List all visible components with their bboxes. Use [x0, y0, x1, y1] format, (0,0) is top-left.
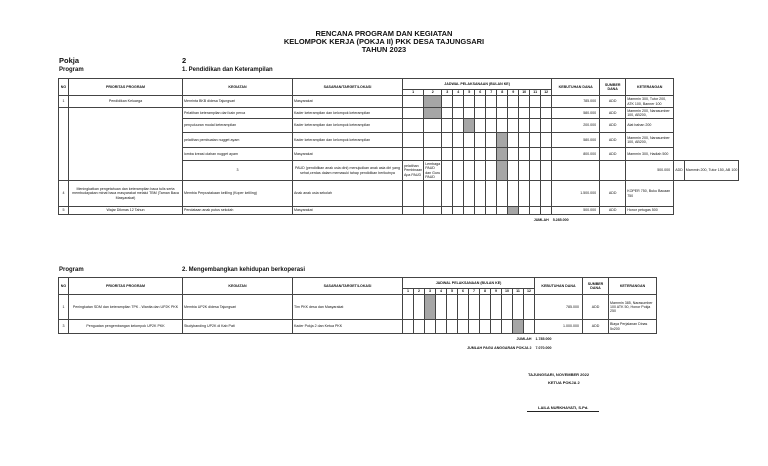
col-no: NO — [59, 278, 69, 295]
program2-label: Program — [59, 267, 84, 273]
row-sasaran: Kader Pokja 2 dan Ketua PKK — [293, 320, 403, 334]
schedule-cell — [424, 108, 442, 119]
row-dana: 785.000 — [552, 96, 600, 108]
row-sumber: ADD — [600, 207, 626, 215]
row-kegiatan: pelatihan Pembinaan Apa PAUD — [403, 161, 424, 181]
schedule-cell — [508, 119, 519, 133]
schedule-cell — [508, 148, 519, 161]
schedule-cell — [447, 320, 458, 334]
schedule-cell — [453, 181, 464, 207]
table-row — [59, 181, 739, 207]
schedule-cell — [519, 119, 530, 133]
schedule-cell — [442, 108, 453, 119]
row-dana: 500.000 — [552, 207, 600, 215]
schedule-cell — [541, 119, 552, 133]
schedule-cell — [519, 96, 530, 108]
row-sumber: ADD — [600, 148, 626, 161]
schedule-cell — [486, 148, 497, 161]
schedule-cell — [403, 133, 424, 148]
schedule-cell — [464, 119, 475, 133]
schedule-cell — [530, 181, 541, 207]
row-keterangan: Biaya Perjalanan Dinas 5x200 — [609, 320, 657, 334]
schedule-cell — [403, 181, 424, 207]
col-kegiatan: KEGIATAN — [183, 79, 293, 96]
signature-name: LAILA NURKHAYATI, S.Pd. — [538, 405, 589, 410]
col-kegiatan: KEGIATAN — [183, 278, 293, 295]
row-no: 3 — [183, 161, 293, 181]
col-keterangan: KETERANGAN — [609, 278, 657, 295]
row-no — [59, 108, 69, 181]
pagu-total-label: JUMLAH PAGU ANGGARAN POKJA 2 — [467, 346, 532, 351]
signature-place-date: TAJUNGSARI, NOVEMBER 2022 — [528, 372, 590, 377]
row-prioritas: Penguatan pengembangan kelompok UP2K PKK — [69, 320, 183, 334]
schedule-cell — [414, 320, 425, 334]
schedule-cell — [475, 148, 486, 161]
row-sumber: ADD — [674, 161, 685, 181]
pagu-total-row — [59, 344, 657, 354]
month-header-12: 12 — [541, 90, 552, 96]
row-keterangan: Mammin 300, Hadiah 500 — [626, 148, 674, 161]
schedule-cell — [425, 295, 436, 320]
program2-table — [58, 277, 657, 354]
schedule-cell — [453, 148, 464, 161]
schedule-cell — [475, 181, 486, 207]
pokja-label: Pokja — [59, 56, 80, 65]
month-header-1: 1 — [403, 289, 414, 295]
row-keterangan: KOPER 750, Buku Bacaan 750 — [626, 181, 674, 207]
schedule-cell — [464, 96, 475, 108]
schedule-cell — [486, 119, 497, 133]
schedule-cell — [541, 148, 552, 161]
schedule-cell — [403, 320, 414, 334]
jumlah1-value: 5.285.000 — [552, 217, 569, 222]
schedule-cell — [453, 207, 464, 215]
col-prioritas: PRIORITAS PROGRAM — [69, 79, 183, 96]
schedule-cell — [453, 96, 464, 108]
row-sumber: ADD — [583, 320, 609, 334]
pagu-total-spacer — [583, 344, 657, 354]
row-sasaran: Kader keterampilan dan kelompok keterampilan — [293, 108, 403, 119]
schedule-cell — [475, 161, 486, 181]
schedule-cell — [508, 108, 519, 119]
schedule-cell — [414, 295, 425, 320]
row-prioritas: Wajar Dikmas 12 Tahun — [69, 207, 183, 215]
schedule-cell — [491, 320, 502, 334]
jumlah1-label: JUMLAH — [533, 217, 549, 222]
schedule-cell — [502, 320, 513, 334]
jumlah1-row — [59, 215, 739, 225]
schedule-cell — [475, 133, 486, 148]
schedule-cell — [497, 161, 508, 181]
schedule-cell — [453, 119, 464, 133]
schedule-cell — [519, 133, 530, 148]
schedule-cell — [442, 207, 453, 215]
schedule-cell — [453, 108, 464, 119]
row-sasaran: Kader keterampilan dan kelompok keterampilan — [293, 119, 403, 133]
month-header-3: 3 — [442, 90, 453, 96]
row-sumber: ADD — [600, 108, 626, 119]
month-header-4: 4 — [436, 289, 447, 295]
row-no: 4 — [59, 181, 69, 207]
col-no: NO — [59, 79, 69, 96]
schedule-cell — [458, 295, 469, 320]
row-kegiatan: lomba kreasi olahan nugget ayam — [183, 148, 293, 161]
schedule-cell — [475, 207, 486, 215]
schedule-cell — [600, 161, 626, 181]
schedule-cell — [442, 119, 453, 133]
month-header-12: 12 — [524, 289, 535, 295]
row-no: 3 — [59, 320, 69, 334]
schedule-cell — [530, 96, 541, 108]
col-sumber: SUMBER DANA — [600, 79, 626, 96]
schedule-cell — [486, 181, 497, 207]
schedule-cell — [491, 295, 502, 320]
schedule-cell — [403, 148, 424, 161]
schedule-cell — [464, 108, 475, 119]
schedule-cell — [497, 133, 508, 148]
col-prioritas: PRIORITAS PROGRAM — [69, 278, 183, 295]
schedule-cell — [541, 181, 552, 207]
schedule-cell — [486, 96, 497, 108]
schedule-cell — [552, 161, 600, 181]
month-header-9: 9 — [491, 289, 502, 295]
row-kegiatan: Membia UP2K didesa Tajungsari — [183, 295, 293, 320]
schedule-cell — [469, 320, 480, 334]
row-kegiatan: pelatihan pembuatan nugget ayam — [183, 133, 293, 148]
schedule-cell — [464, 161, 475, 181]
program2-title: 2. Mengembangkan kehidupan berkoperasi — [182, 267, 306, 273]
row-sasaran: Masyarakat — [293, 96, 403, 108]
schedule-cell — [530, 207, 541, 215]
row-no: 1 — [59, 96, 69, 108]
schedule-cell — [497, 96, 508, 108]
month-header-8: 8 — [480, 289, 491, 295]
schedule-cell — [530, 119, 541, 133]
schedule-cell — [480, 295, 491, 320]
signature-role: KETUA POKJA 2 — [548, 380, 580, 385]
col-sasaran: SASARAN/TARGET/LOKASI — [293, 278, 403, 295]
title-line-3: TAHUN 2023 — [361, 45, 407, 54]
month-header-5: 5 — [447, 289, 458, 295]
table-row — [59, 96, 739, 108]
jumlah1-spacer — [600, 215, 674, 225]
schedule-cell — [541, 108, 552, 119]
row-sasaran: Masyarakat — [293, 148, 403, 161]
schedule-cell — [442, 161, 453, 181]
schedule-cell — [497, 207, 508, 215]
schedule-cell — [497, 181, 508, 207]
schedule-cell — [486, 207, 497, 215]
schedule-cell — [464, 181, 475, 207]
row-sasaran: Anak anak usia sekolah — [293, 181, 403, 207]
month-header-7: 7 — [469, 289, 480, 295]
schedule-cell — [530, 108, 541, 119]
row-prioritas: Peningkatan SDM dan keterampilan TPK - Wanita dan UP2K PKK — [69, 295, 183, 320]
schedule-cell — [442, 133, 453, 148]
schedule-cell — [524, 295, 535, 320]
table-row — [59, 295, 657, 320]
schedule-cell — [497, 119, 508, 133]
row-keterangan: Mammin 200, Narasumber 100, AB200, — [626, 108, 674, 119]
month-header-5: 5 — [464, 90, 475, 96]
table-row — [59, 108, 739, 119]
month-header-11: 11 — [530, 90, 541, 96]
schedule-cell — [436, 320, 447, 334]
row-dana: 580.000 — [552, 133, 600, 148]
pokja-value: 2 — [182, 56, 187, 65]
row-dana: 500.000 — [626, 161, 674, 181]
schedule-cell — [447, 295, 458, 320]
schedule-cell — [424, 133, 442, 148]
col-sumber: SUMBER DANA — [583, 278, 609, 295]
month-header-3: 3 — [425, 289, 436, 295]
row-sumber: ADD — [600, 119, 626, 133]
row-sumber: ADD — [600, 133, 626, 148]
schedule-cell — [541, 161, 552, 181]
col-kebutuhan: KEBUTUHAN DANA — [535, 278, 583, 295]
schedule-cell — [486, 133, 497, 148]
row-keterangan: Mammin 200, Tutor 150, AB 100 — [684, 161, 739, 181]
schedule-cell — [530, 148, 541, 161]
schedule-cell — [530, 133, 541, 148]
month-header-7: 7 — [486, 90, 497, 96]
schedule-cell — [458, 320, 469, 334]
jumlah2-row — [59, 334, 657, 344]
schedule-cell — [403, 207, 424, 215]
table-row — [59, 207, 739, 215]
row-dana: 580.000 — [552, 108, 600, 119]
row-dana: 1.000.000 — [535, 320, 583, 334]
row-dana: 1.500.000 — [552, 181, 600, 207]
schedule-cell — [530, 161, 541, 181]
schedule-cell — [403, 119, 424, 133]
row-prioritas — [69, 108, 183, 181]
schedule-cell — [524, 320, 535, 334]
schedule-cell — [502, 295, 513, 320]
jumlah2-value: 1.785.000 — [535, 336, 552, 341]
col-kebutuhan: KEBUTUHAN DANA — [552, 79, 600, 96]
row-keterangan: Alat bahan 200 — [626, 119, 674, 133]
schedule-cell — [475, 108, 486, 119]
schedule-cell — [508, 133, 519, 148]
month-header-10: 10 — [519, 90, 530, 96]
schedule-cell — [425, 320, 436, 334]
schedule-cell — [442, 96, 453, 108]
schedule-cell — [442, 148, 453, 161]
schedule-cell — [403, 96, 424, 108]
schedule-cell — [541, 207, 552, 215]
schedule-cell — [403, 108, 424, 119]
col-jadwal: JADWAL PELAKSANAAN (BULAN KE) — [403, 79, 552, 90]
schedule-cell — [519, 161, 530, 181]
schedule-cell — [424, 96, 442, 108]
row-no: 5 — [59, 207, 69, 215]
schedule-cell — [453, 133, 464, 148]
row-dana: 785.000 — [535, 295, 583, 320]
row-sasaran: Tim PKK desa dan Masyarakat — [293, 295, 403, 320]
signature-underline — [527, 411, 599, 412]
title-line-1: RENCANA PROGRAM DAN KEGIATAN — [315, 29, 453, 38]
month-header-8: 8 — [497, 90, 508, 96]
row-keterangan: Mammin 385, Narasumber 100 ATK 50, Honor Pokja 250 — [609, 295, 657, 320]
row-kegiatan: Pelatihan keterampilan dari kain perca — [183, 108, 293, 119]
schedule-cell — [486, 108, 497, 119]
schedule-cell — [475, 119, 486, 133]
jumlah2-spacer — [583, 334, 657, 344]
col-jadwal: JADWAL PELAKSANAAN (BULAN KE) — [403, 278, 535, 289]
row-prioritas: Meningkatkan pengetahuan dan keterampilan baca tulis serta membudayakan minat baca masyarakat melalui TBM (Taman Baca Masyarakat) — [69, 181, 183, 207]
row-kegiatan: Studybanding UP2K di Kab Pati — [183, 320, 293, 334]
row-prioritas: Pendidikan Keluarga — [69, 96, 183, 108]
schedule-cell — [453, 161, 464, 181]
row-keterangan: Honor petugas 500 — [626, 207, 674, 215]
schedule-cell — [541, 133, 552, 148]
schedule-cell — [519, 148, 530, 161]
schedule-cell — [519, 108, 530, 119]
schedule-cell — [519, 207, 530, 215]
schedule-cell — [436, 295, 447, 320]
month-header-11: 11 — [513, 289, 524, 295]
schedule-cell — [519, 181, 530, 207]
jumlah2-label: JUMLAH — [516, 336, 532, 341]
row-sasaran: Masyarakat — [293, 207, 403, 215]
program1-title: 1. Pendidikan dan Keterampilan — [182, 67, 273, 73]
schedule-cell — [442, 181, 453, 207]
col-keterangan: KETERANGAN — [626, 79, 674, 96]
table-row — [59, 320, 657, 334]
schedule-cell — [497, 148, 508, 161]
pagu-total-value: 7.070.000 — [535, 346, 552, 351]
schedule-cell — [508, 96, 519, 108]
schedule-cell — [475, 96, 486, 108]
row-sasaran: Kader keterampilan dan kelompok keterampilan — [293, 133, 403, 148]
schedule-cell — [508, 181, 519, 207]
month-header-6: 6 — [475, 90, 486, 96]
month-header-2: 2 — [414, 289, 425, 295]
month-header-4: 4 — [453, 90, 464, 96]
row-kegiatan: Pendataan anak putus sekolah — [183, 207, 293, 215]
month-header-6: 6 — [458, 289, 469, 295]
schedule-cell — [513, 320, 524, 334]
schedule-cell — [513, 295, 524, 320]
schedule-cell — [424, 148, 442, 161]
col-sasaran: SASARAN/TARGET/LOKASI — [293, 79, 403, 96]
month-header-1: 1 — [403, 90, 424, 96]
schedule-cell — [403, 295, 414, 320]
row-prioritas: PAUD (pendidikan anak usia dini) menujudkan anak asia diri yang sehat,cerdas dalam memasuki tahap pendidikan berikutnya — [293, 161, 403, 181]
month-header-2: 2 — [424, 90, 442, 96]
schedule-cell — [464, 148, 475, 161]
schedule-cell — [486, 161, 497, 181]
month-header-9: 9 — [508, 90, 519, 96]
schedule-cell — [497, 108, 508, 119]
schedule-cell — [464, 207, 475, 215]
schedule-cell — [424, 181, 442, 207]
schedule-cell — [480, 320, 491, 334]
row-kegiatan: penyuluuran modal keterampilan — [183, 119, 293, 133]
row-kegiatan: Membia Perpustakaan keliling (Koper keliling) — [183, 181, 293, 207]
program1-table — [58, 78, 739, 225]
row-kegiatan: Menrinta BKB didesa Tajungsari — [183, 96, 293, 108]
schedule-cell — [508, 161, 519, 181]
row-no: 1 — [59, 295, 69, 320]
row-sumber: ADD — [600, 96, 626, 108]
row-sumber: ADD — [600, 181, 626, 207]
title-line-2: KELOMPOK KERJA (POKJA II) PKK DESA TAJUNGSARI — [283, 37, 485, 46]
row-keterangan: Mammin 200, Narasumber 100, AB200, — [626, 133, 674, 148]
schedule-cell — [424, 207, 442, 215]
row-dana: 800.000 — [552, 148, 600, 161]
row-keterangan: Mammin 300, Tutor 200, ATK 100, Banner 100 — [626, 96, 674, 108]
row-dana: 200.000 — [552, 119, 600, 133]
schedule-cell — [424, 119, 442, 133]
row-sasaran: Lembaga PAUD dan Guru PAUD — [425, 162, 441, 179]
schedule-cell — [541, 96, 552, 108]
schedule-cell — [464, 133, 475, 148]
row-sumber: ADD — [583, 295, 609, 320]
program1-label: Program — [59, 67, 84, 73]
schedule-cell — [469, 295, 480, 320]
schedule-cell — [508, 207, 519, 215]
month-header-10: 10 — [502, 289, 513, 295]
